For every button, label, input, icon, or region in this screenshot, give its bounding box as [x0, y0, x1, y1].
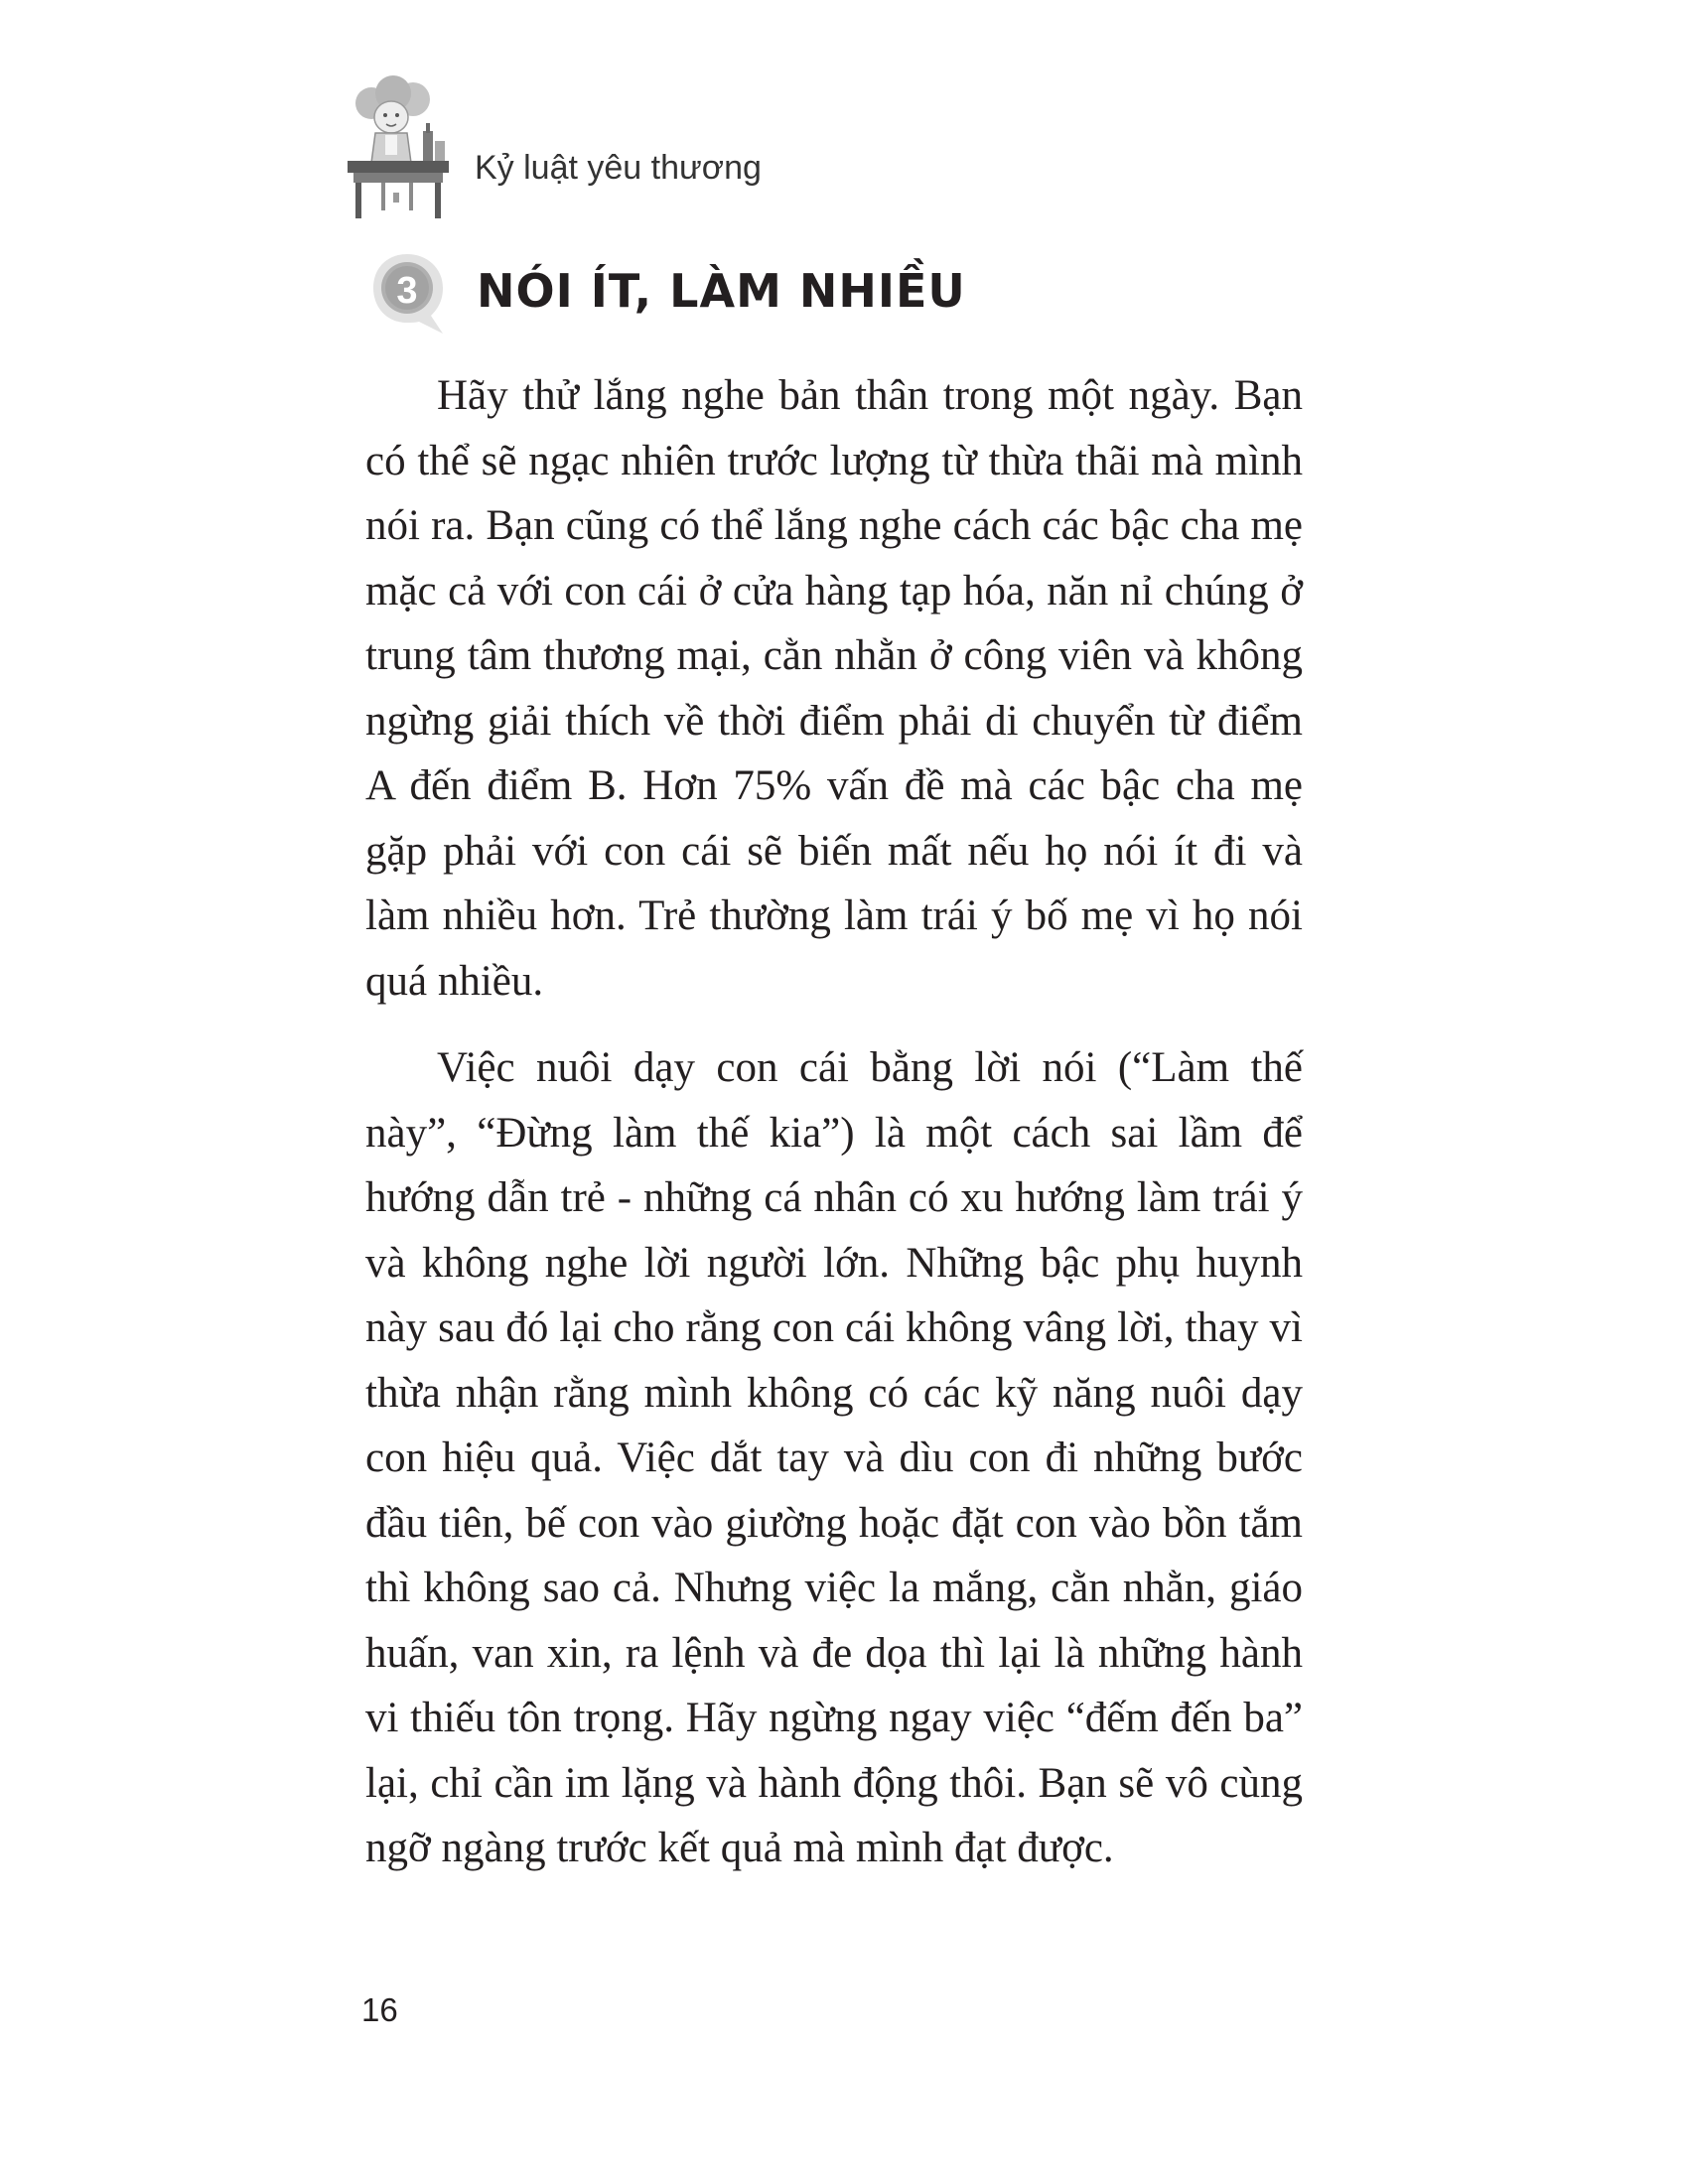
section-title: NÓI ÍT, LÀM NHIỀU [477, 264, 966, 318]
paragraph: Hãy thử lắng nghe bản thân trong một ngày. Bạn có thể sẽ ngạc nhiên trước lượng từ thừa thãi mà mình nói ra. Bạn cũng có thể lắng nghe cách các bậc cha mẹ mặc cả với con cái ở cửa hàng tạp hóa, năn nỉ chúng ở trung tâm thương mại, cằn nhằn ở công viên và không ngừng giải thích về thời điểm phải di chuyển từ điểm A đến điểm B. Hơn 75% vấn đề mà các bậc cha mẹ gặp phải với con cái sẽ biến mất nếu họ nói ít đi và làm nhiều hơn. Trẻ thường làm trái ý bố mẹ vì họ nói quá nhiều. [365, 372, 1303, 1005]
paragraph: Việc nuôi dạy con cái bằng lời nói (“Làm thế này”, “Đừng làm thế kia”) là một cách sai lầm để hướng dẫn trẻ - những cá nhân có xu hướng làm trái ý và không nghe lời người lớn. Những bậc phụ huynh này sau đó lại cho rằng con cái không vâng lời, thay vì thừa nhận rằng mình không có các kỹ năng nuôi dạy con hiệu quả. Việc dắt tay và dìu con đi những bước đầu tiên, bế con vào giường hoặc đặt con vào bồn tắm thì không sao cả. Nhưng việc la mắng, cằn nhằn, giáo huấn, van xin, ra lệnh và đe dọa thì lại là những hành vi thiếu tôn trọng. Hãy ngừng ngay việc “đếm đến ba” lại, chỉ cần im lặng và hành động thôi. Bạn sẽ vô cùng ngỡ ngàng trước kết quả mà mình đạt được. [365, 1044, 1303, 1871]
section-heading [371, 250, 1265, 340]
article-body [365, 363, 1303, 1881]
running-header [344, 75, 1158, 224]
running-title: Kỷ luật yêu thương [475, 149, 762, 187]
section-number: 3 [396, 270, 418, 312]
page-number: 16 [361, 1991, 398, 2028]
girl-at-desk-illustration [344, 75, 453, 220]
